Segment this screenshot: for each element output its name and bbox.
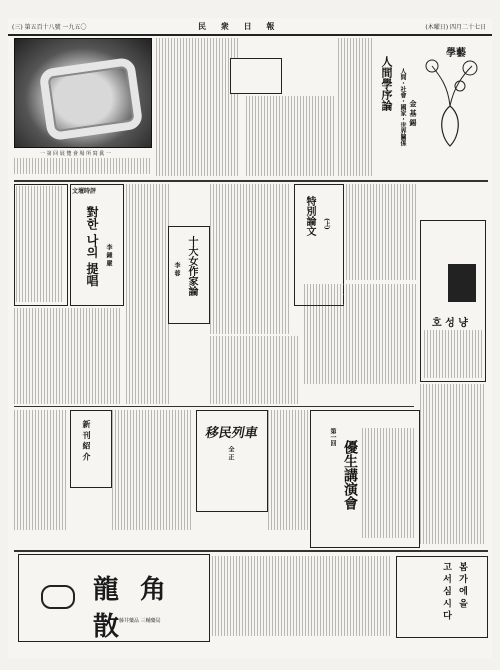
spring-notice-title: 봄 가 에 을 bbox=[457, 562, 467, 608]
eugenics-text bbox=[362, 428, 414, 538]
column-text bbox=[126, 184, 170, 404]
column-text bbox=[14, 308, 120, 404]
women-writers-author: 李 蓉 bbox=[173, 262, 180, 277]
spring-notice-sub: 고 서 심 시 다 bbox=[441, 562, 451, 620]
photo-text bbox=[14, 158, 150, 174]
column-text bbox=[246, 96, 336, 176]
column-text bbox=[210, 184, 290, 334]
ad-brand: 龍 角 散 bbox=[93, 575, 173, 642]
migrant-train-title: 移民列車 bbox=[204, 426, 259, 441]
masthead bbox=[8, 20, 492, 36]
article-subtitle: 人間・社會・國家・世界關係 bbox=[399, 68, 406, 146]
special-article-title: 特別論文 bbox=[304, 196, 315, 236]
column-text bbox=[210, 336, 300, 404]
bottom-notices bbox=[212, 556, 392, 636]
column-text bbox=[338, 38, 372, 176]
eugenics-lead: 第一回 bbox=[329, 428, 336, 446]
column-text bbox=[304, 284, 416, 384]
section-rule bbox=[14, 406, 414, 407]
section-rule bbox=[14, 550, 488, 552]
ad-pill-icon bbox=[41, 585, 75, 609]
ad-footer: 藤井藥品 三輔藥局 bbox=[119, 618, 161, 624]
advertisement-yongkaksan bbox=[18, 554, 210, 642]
masthead-title: 民 衆 日 報 bbox=[198, 21, 281, 31]
serial-story-text bbox=[424, 330, 482, 378]
new-books-label: 新 刊 紹 介 bbox=[82, 420, 92, 461]
masthead-right: (木曜日) 四月二十七日 bbox=[425, 24, 486, 31]
serial-story-title: 호 성 냥 bbox=[432, 318, 468, 329]
column-text bbox=[420, 384, 484, 544]
column-text bbox=[112, 410, 192, 530]
eugenics-title: 優生講演會 bbox=[342, 440, 358, 510]
lecture-label: 文壇時評 bbox=[72, 188, 97, 195]
photo-caption: 一 第 回 展 覽 會 場 所 寫 眞 一 bbox=[40, 151, 111, 157]
migrant-train-author: 全 正 bbox=[227, 446, 234, 461]
proposal-author: 李 鍾 嚴 bbox=[105, 244, 112, 267]
arts-section-mark: 學藝 bbox=[446, 48, 466, 59]
article-author: 金 基 錫 bbox=[409, 100, 418, 126]
column-text bbox=[346, 184, 416, 280]
orchid-illustration bbox=[420, 46, 482, 156]
masthead-left: (三) 第五百十八號 一九五〇 bbox=[12, 24, 87, 31]
section-rule bbox=[14, 180, 488, 182]
column-text bbox=[156, 38, 240, 176]
special-article-sub: (上) bbox=[323, 218, 330, 230]
column-text bbox=[268, 410, 308, 530]
sidebar-text bbox=[16, 186, 64, 302]
serial-story-badge bbox=[448, 264, 476, 302]
small-illustration bbox=[230, 58, 282, 94]
proposal-title: 對한 나의 提唱 bbox=[85, 206, 99, 287]
article-title-humanism: 人間學序論 bbox=[380, 56, 393, 111]
sculpture-photo bbox=[14, 38, 152, 148]
column-text bbox=[14, 410, 68, 530]
women-writers-title: 十大女作家論 bbox=[186, 236, 197, 296]
